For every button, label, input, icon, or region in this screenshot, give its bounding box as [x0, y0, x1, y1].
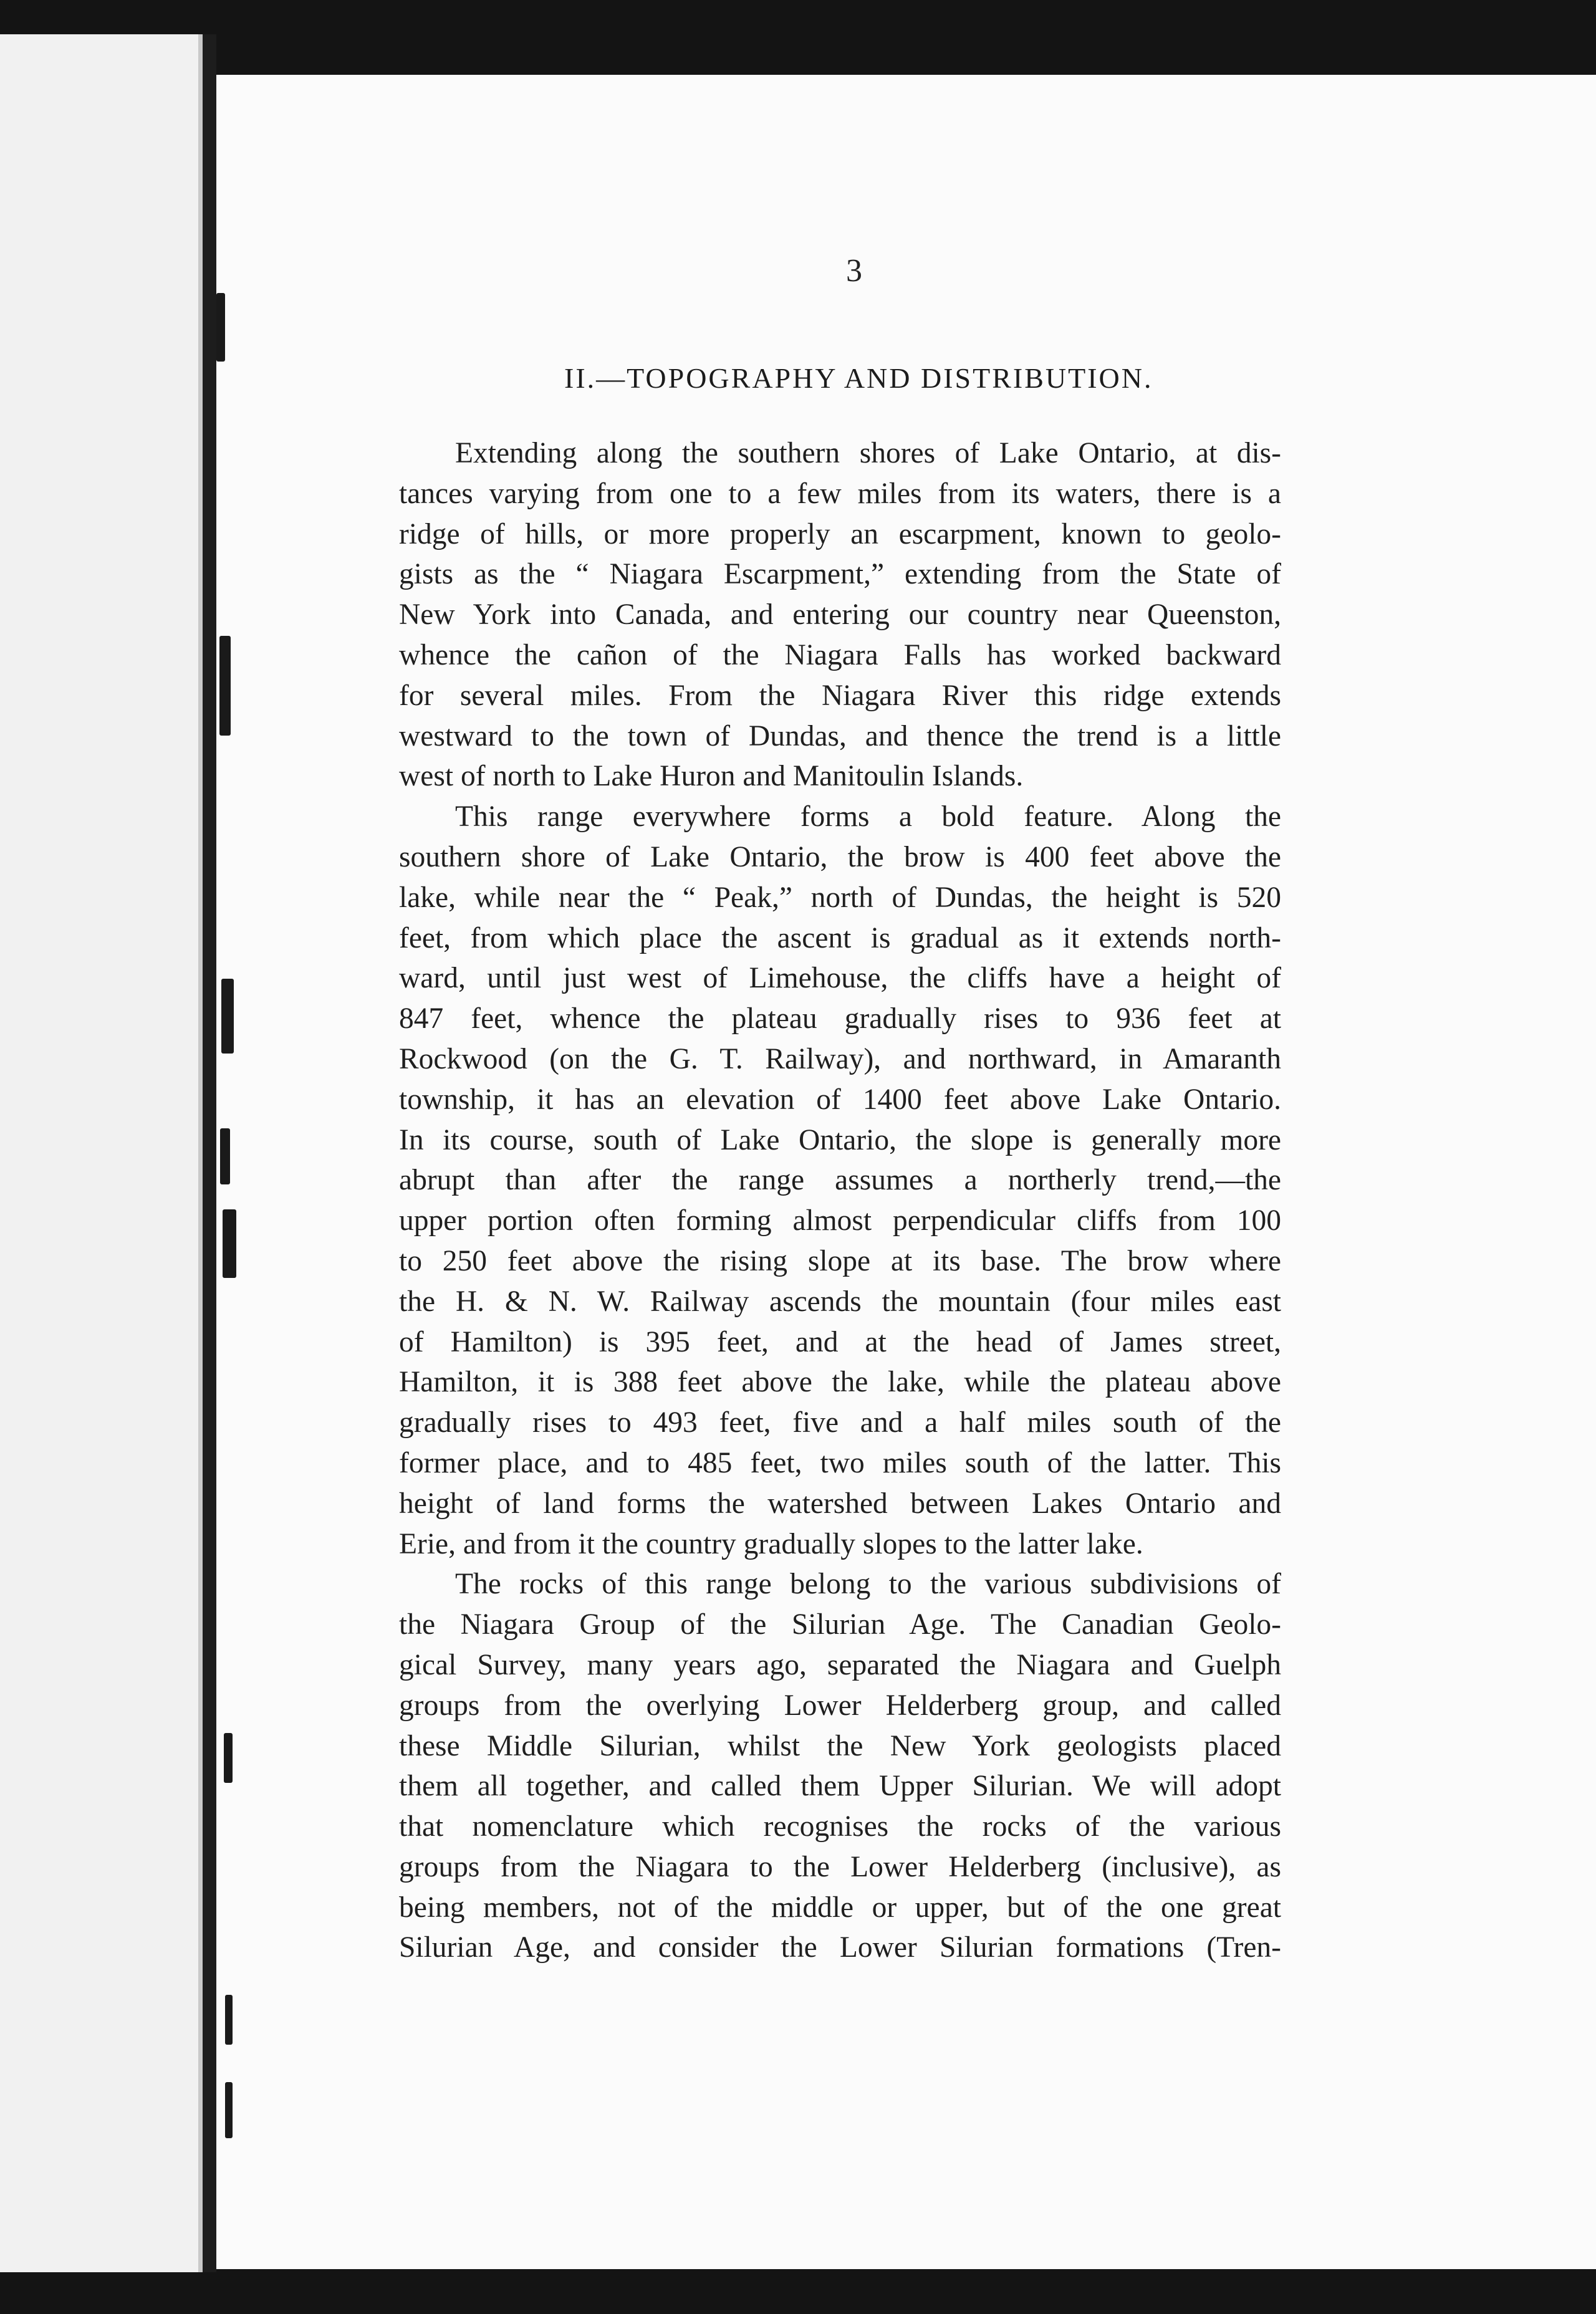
- text-line: for several miles. From the Niagara River this ridge extends: [399, 679, 1281, 712]
- text-line: gradually rises to 493 feet, five and a half miles south of the: [399, 1406, 1281, 1439]
- binding-edge: [198, 34, 203, 2272]
- text-line: west of north to Lake Huron and Manitoulin Islands.: [399, 760, 1024, 793]
- text-line: to 250 feet above the rising slope at its base. The brow where: [399, 1244, 1281, 1277]
- text-line: lake, while near the “ Peak,” north of Dundas, the height is 520: [399, 881, 1281, 914]
- text-line: 847 feet, whence the plateau gradually rises to 936 feet at: [399, 1002, 1281, 1035]
- gutter-mark: [220, 1128, 230, 1184]
- text-line: Extending along the southern shores of Lake Ontario, at dis-: [455, 437, 1281, 469]
- text-line: ridge of hills, or more properly an escarpment, known to geolo-: [399, 517, 1281, 550]
- text-line: former place, and to 485 feet, two miles south of the latter. This: [399, 1446, 1281, 1479]
- text-line: the H. & N. W. Railway ascends the mountain (four miles east: [399, 1285, 1281, 1318]
- text-line: whence the cañon of the Niagara Falls has worked backward: [399, 638, 1281, 671]
- section-heading: II.—TOPOGRAPHY AND DISTRIBUTION.: [564, 362, 1153, 394]
- text-line: This range everywhere forms a bold feature. Along the: [455, 800, 1281, 833]
- text-line: Erie, and from it the country gradually slopes to the latter lake.: [399, 1527, 1143, 1560]
- text-line: of Hamilton) is 395 feet, and at the head of James street,: [399, 1325, 1281, 1358]
- text-line: groups from the overlying Lower Helderberg group, and called: [399, 1689, 1281, 1722]
- text-line: abrupt than after the range assumes a northerly trend,—the: [399, 1164, 1281, 1197]
- text-line: these Middle Silurian, whilst the New York geologists placed: [399, 1729, 1281, 1762]
- gutter-mark: [216, 293, 225, 362]
- text-line: southern shore of Lake Ontario, the brow is 400 feet above the: [399, 840, 1281, 873]
- text-line: the Niagara Group of the Silurian Age. The Canadian Geolo-: [399, 1608, 1281, 1641]
- gutter-mark: [221, 979, 234, 1054]
- text-line: height of land forms the watershed between Lakes Ontario and: [399, 1487, 1281, 1520]
- gutter-shadow: [203, 34, 216, 2272]
- text-line: tances varying from one to a few miles from its waters, there is a: [399, 477, 1281, 510]
- text-line: upper portion often forming almost perpendicular cliffs from 100: [399, 1204, 1281, 1237]
- text-line: Rockwood (on the G. T. Railway), and northward, in Amaranth: [399, 1042, 1281, 1075]
- facing-page-edge: [0, 34, 203, 2272]
- gutter-mark: [224, 1733, 233, 1783]
- text-line: township, it has an elevation of 1400 feet above Lake Ontario.: [399, 1083, 1281, 1116]
- gutter-mark: [223, 1209, 236, 1278]
- text-line: ward, until just west of Limehouse, the cliffs have a height of: [399, 962, 1281, 995]
- gutter-mark: [219, 636, 231, 736]
- text-line: being members, not of the middle or upper, but of the one great: [399, 1891, 1281, 1924]
- text-line: New York into Canada, and entering our country near Queenston,: [399, 598, 1281, 631]
- text-line: gists as the “ Niagara Escarpment,” extending from the State of: [399, 558, 1281, 591]
- text-line: In its course, south of Lake Ontario, the slope is generally more: [399, 1123, 1281, 1156]
- text-line: groups from the Niagara to the Lower Helderberg (inclusive), as: [399, 1850, 1281, 1883]
- text-line: them all together, and called them Upper Silurian. We will adopt: [399, 1770, 1281, 1803]
- gutter-mark: [225, 2082, 233, 2138]
- page-number: 3: [846, 253, 862, 289]
- text-line: that nomenclature which recognises the rocks of the various: [399, 1810, 1281, 1843]
- body-text: [399, 433, 1281, 1968]
- text-line: Hamilton, it is 388 feet above the lake, while the plateau above: [399, 1366, 1281, 1399]
- text-line: feet, from which place the ascent is gradual as it extends north-: [399, 921, 1281, 954]
- text-line: westward to the town of Dundas, and thence the trend is a little: [399, 719, 1281, 752]
- gutter-mark: [225, 1995, 233, 2045]
- text-line: The rocks of this range belong to the various subdivisions of: [455, 1568, 1281, 1601]
- text-line: Silurian Age, and consider the Lower Silurian formations (Tren-: [399, 1931, 1281, 1964]
- text-line: gical Survey, many years ago, separated the Niagara and Guelph: [399, 1648, 1281, 1681]
